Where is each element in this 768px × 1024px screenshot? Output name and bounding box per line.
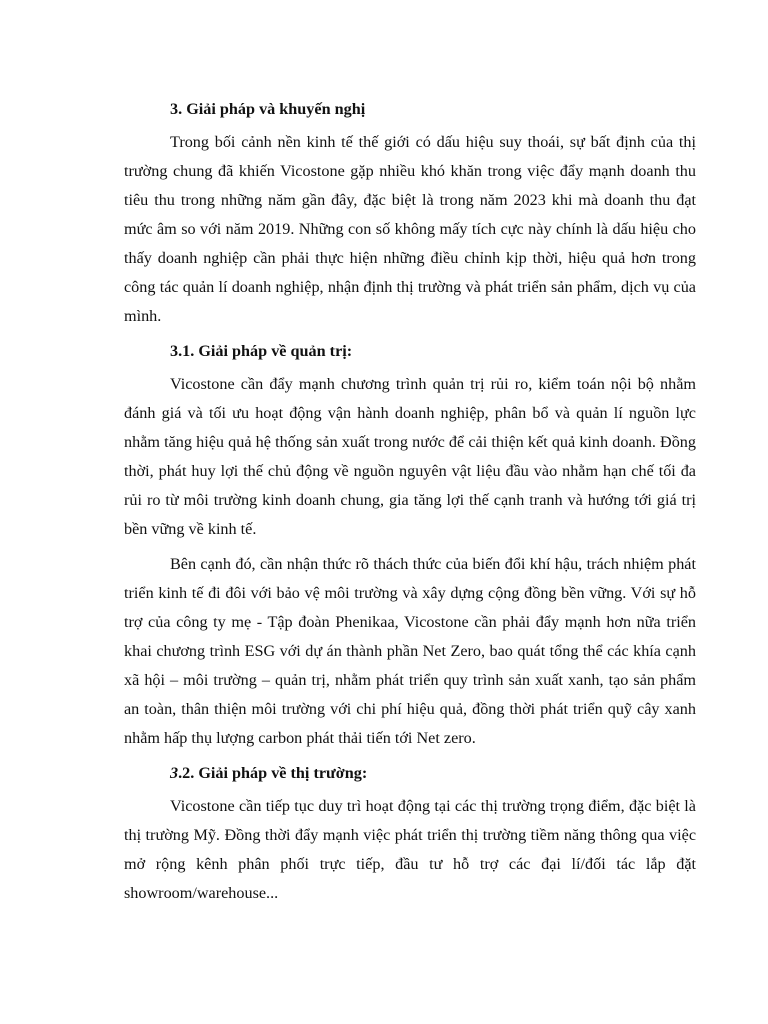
subsection-1-paragraph-1: Vicostone cần đẩy mạnh chương trình quản trị rủi ro, kiểm toán nội bộ nhằm đánh giá và tối ưu hoạt động vận hành doanh nghiệp, phân bổ và quản lí nguồn lực nhằm tăng hiệu quả hệ thống sản xuất trong nước để cải thiện kết quả kinh doanh. Đồng thời, phát huy lợi thế chủ động về nguồn nguyên vật liệu đầu vào nhằm hạn chế tối đa rủi ro từ môi trường kinh doanh chung, gia tăng lợi thế cạnh tranh và hướng tới giá trị bền vững về kinh tế. — [124, 375, 696, 538]
subsection-1-heading: 3.1. Giải pháp về quản trị: — [170, 342, 353, 360]
subsection-2-paragraph-1: Vicostone cần tiếp tục duy trì hoạt động tại các thị trường trọng điểm, đặc biệt là thị trường Mỹ. Đồng thời đẩy mạnh việc phát triển thị trường tiềm năng thông qua việc mở rộng kênh phân phối trực tiếp, đầu tư hỗ trợ các đại lí/đối tác lắp đặt showroom/warehouse... — [124, 797, 696, 902]
document-body — [124, 95, 696, 914]
subsection-1-paragraph-2: Bên cạnh đó, cần nhận thức rõ thách thức của biến đổi khí hậu, trách nhiệm phát triển kinh tế đi đôi với bảo vệ môi trường và xây dựng cộng đồng bền vững. Với sự hỗ trợ của công ty mẹ - Tập đoàn Phenikaa, Vicostone cần phải đẩy mạnh hơn nữa triển khai chương trình ESG với dự án thành phần Net Zero, bao quát tổng thể các khía cạnh xã hội – môi trường – quản trị, nhằm phát triển quy trình sản xuất xanh, tạo sản phẩm an toàn, thân thiện môi trường với chi phí hiệu quả, đồng thời phát triển quỹ cây xanh nhằm hấp thụ lượng carbon phát thải tiến tới Net zero. — [124, 555, 696, 747]
section-heading: 3. Giải pháp và khuyến nghị — [170, 100, 366, 118]
intro-paragraph: Trong bối cảnh nền kinh tế thế giới có dấu hiệu suy thoái, sự bất định của thị trường chung đã khiến Vicostone gặp nhiều khó khăn trong việc đẩy mạnh doanh thu tiêu thu trong những năm gần đây, đặc biệt là trong năm 2023 khi mà doanh thu đạt mức âm so với năm 2019. Những con số không mấy tích cực này chính là dấu hiệu cho thấy doanh nghiệp cần phải thực hiện những điều chỉnh kịp thời, hiệu quả hơn trong công tác quản lí doanh nghiệp, nhận định thị trường và phát triển sản phẩm, dịch vụ của mình. — [124, 133, 696, 325]
subsection-2-heading — [124, 759, 696, 788]
subsection-2-heading-number: 3 — [170, 764, 179, 782]
subsection-2-heading-text: .2. Giải pháp về thị trường: — [178, 764, 368, 782]
